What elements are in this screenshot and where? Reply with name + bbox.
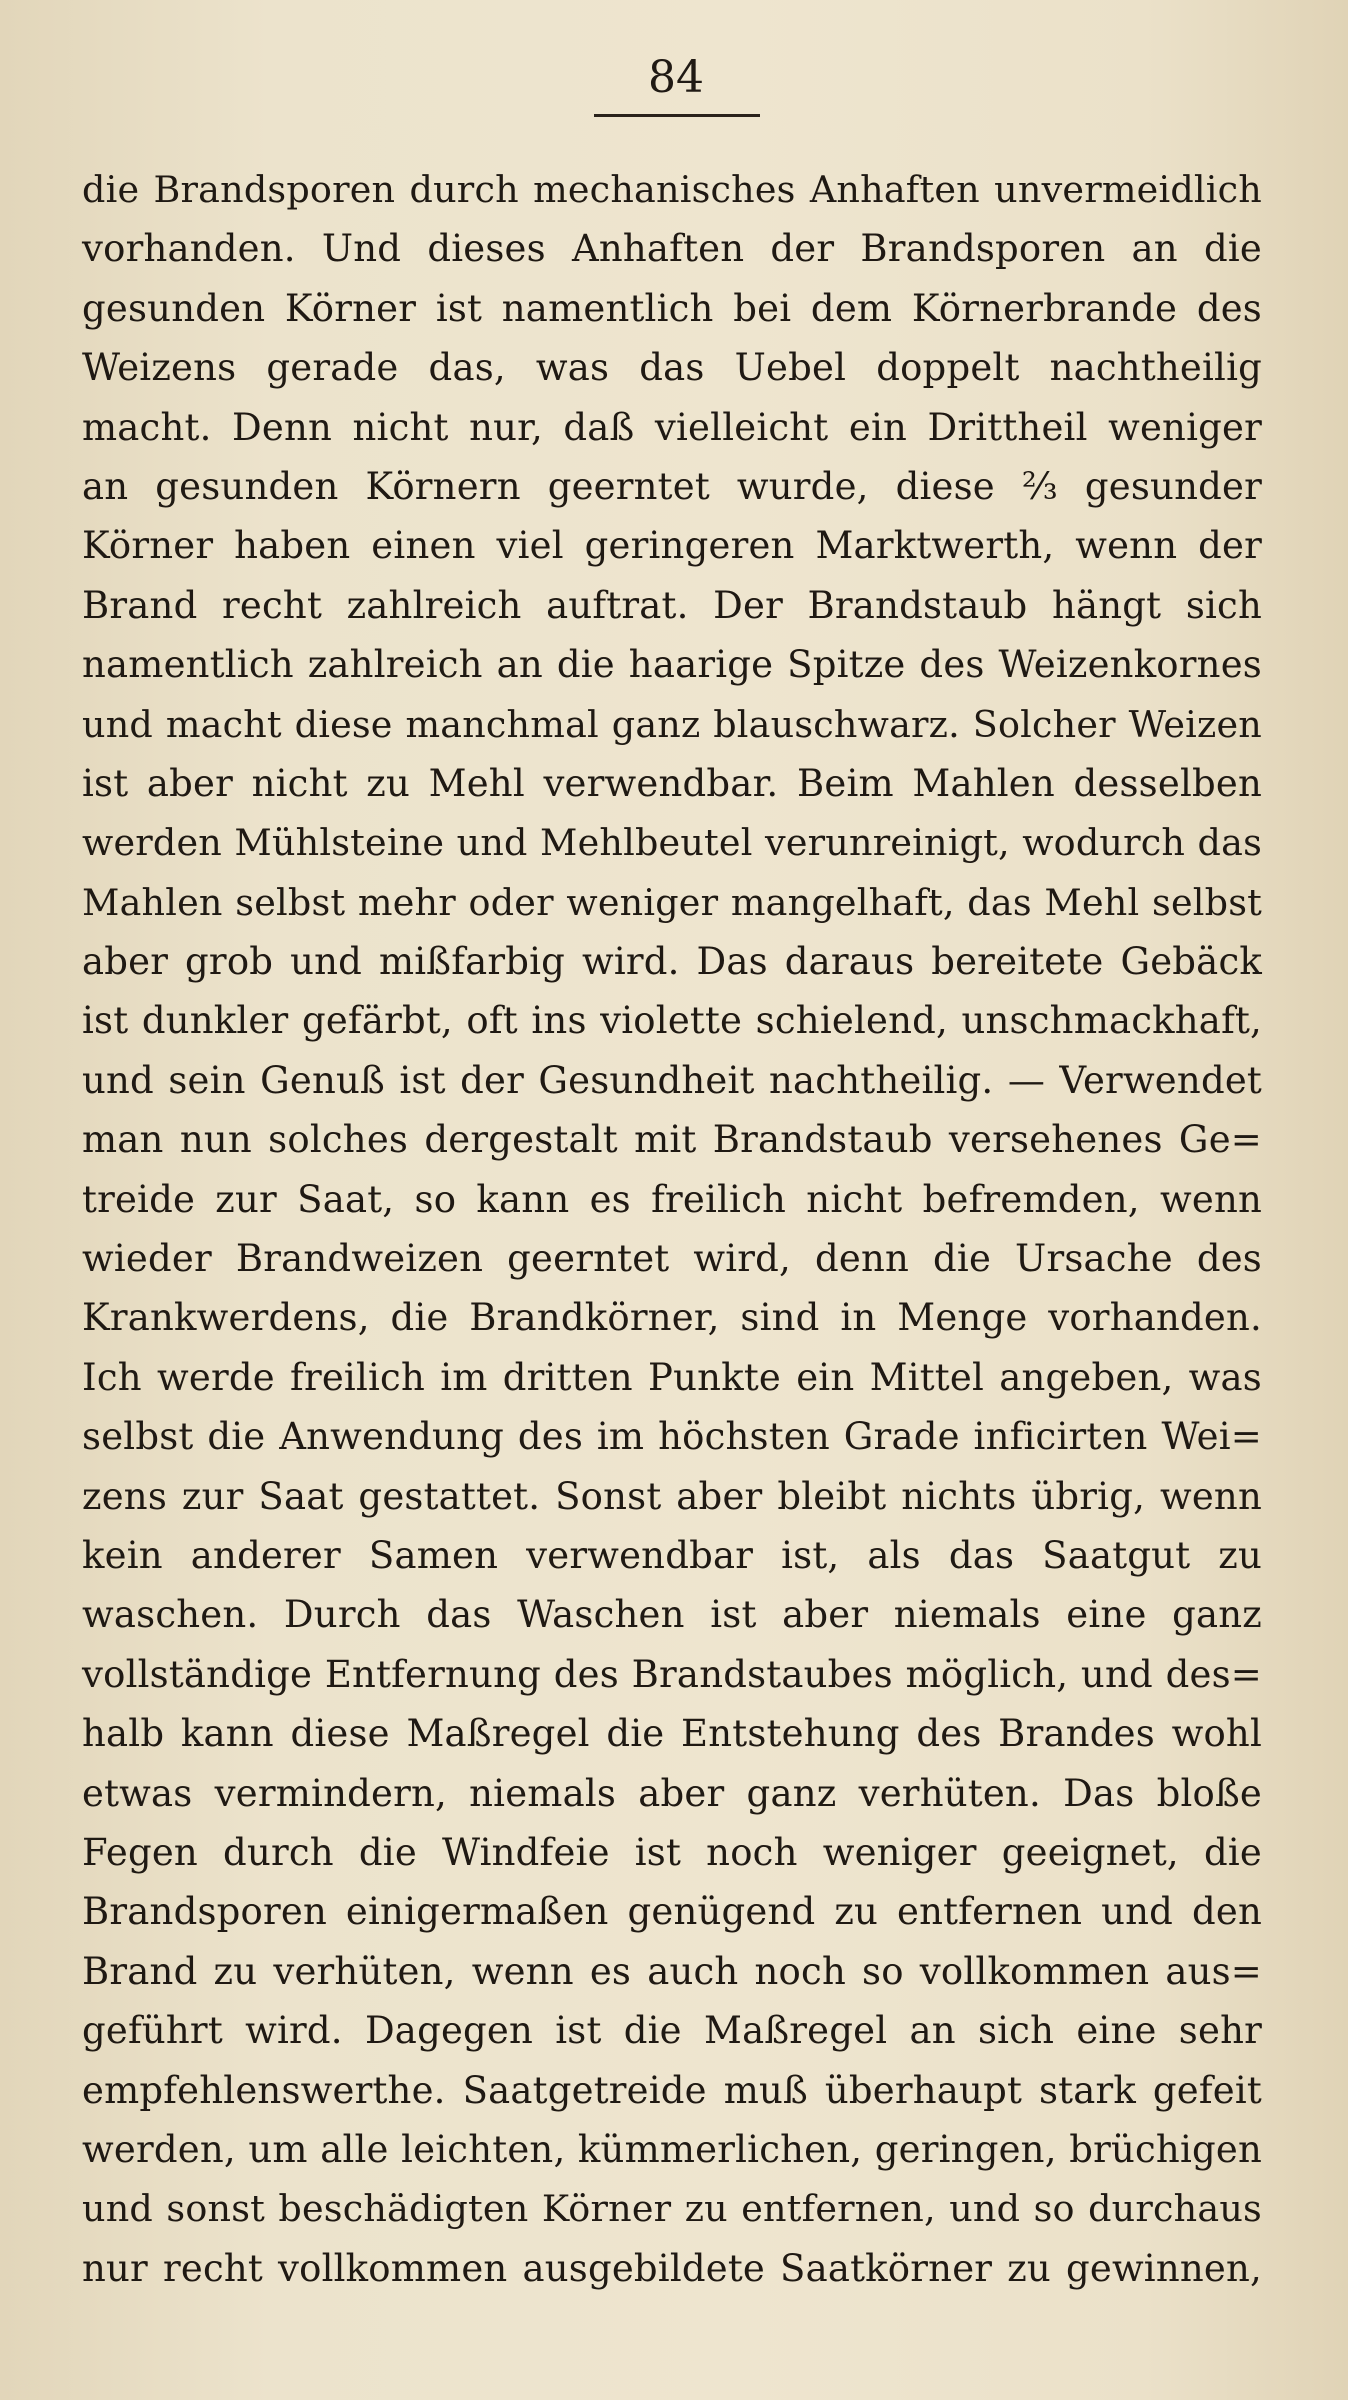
text-line: Weizens gerade das, was das Uebel doppelt nachtheilig xyxy=(82,346,1262,390)
text-line: und sonst beschädigten Körner zu entfernen, und so durchaus xyxy=(82,2187,1262,2231)
text-line: gesunden Körner ist namentlich bei dem Körnerbrande des xyxy=(82,286,1262,330)
text-line: namentlich zahlreich an die haarige Spitze des Weizenkornes xyxy=(82,643,1262,687)
text-line: Brandsporen einigermaßen genügend zu entfernen und den xyxy=(82,1890,1262,1934)
text-line: an gesunden Körnern geerntet wurde, diese ⅔ gesunder xyxy=(82,464,1262,508)
text-line: Ich werde freilich im dritten Punkte ein Mittel angeben, was xyxy=(82,1355,1262,1399)
text-line: vollständige Entfernung des Brandstaubes möglich, und des= xyxy=(82,1652,1262,1696)
text-line: waschen. Durch das Waschen ist aber niemals eine ganz xyxy=(82,1593,1262,1637)
text-line: vorhanden. Und dieses Anhaften der Brandsporen an die xyxy=(82,227,1262,271)
text-line: kein anderer Samen verwendbar ist, als das Saatgut zu xyxy=(82,1533,1262,1577)
text-line: wieder Brandweizen geerntet wird, denn die Ursache des xyxy=(82,1237,1262,1281)
text-line: werden, um alle leichten, kümmerlichen, geringen, brüchigen xyxy=(82,2127,1262,2171)
text-line: empfehlenswerthe. Saatgetreide muß überhaupt stark gefeit xyxy=(82,2068,1262,2112)
text-line: macht. Denn nicht nur, daß vielleicht ein Drittheil weniger xyxy=(82,405,1262,449)
header-rule xyxy=(594,114,760,117)
text-line: zens zur Saat gestattet. Sonst aber bleibt nichts übrig, wenn xyxy=(82,1474,1262,1518)
text-line: Krankwerdens, die Brandkörner, sind in Menge vorhanden. xyxy=(82,1296,1262,1340)
text-line: Brand recht zahlreich auftrat. Der Brandstaub hängt sich xyxy=(82,583,1262,627)
text-line: halb kann diese Maßregel die Entstehung des Brandes wohl xyxy=(82,1712,1262,1756)
text-line: Körner haben einen viel geringeren Marktwerth, wenn der xyxy=(82,524,1262,568)
text-line: etwas vermindern, niemals aber ganz verhüten. Das bloße xyxy=(82,1771,1262,1815)
text-line: geführt wird. Dagegen ist die Maßregel an sich eine sehr xyxy=(82,2009,1262,2053)
text-line: und macht diese manchmal ganz blauschwarz. Solcher Weizen xyxy=(82,702,1262,746)
text-line: ist dunkler gefärbt, oft ins violette schielend, unschmackhaft, xyxy=(82,999,1262,1043)
text-line: die Brandsporen durch mechanisches Anhaften unvermeidlich xyxy=(82,168,1262,211)
text-line: und sein Genuß ist der Gesundheit nachtheilig. — Verwendet xyxy=(82,1058,1262,1102)
text-line: nur recht vollkommen ausgebildete Saatkörner zu gewinnen, xyxy=(82,2246,1262,2290)
text-line: selbst die Anwendung des im höchsten Grade inficirten Wei= xyxy=(82,1415,1262,1459)
text-line: Mahlen selbst mehr oder weniger mangelhaft, das Mehl selbst xyxy=(82,880,1262,924)
text-line: treide zur Saat, so kann es freilich nicht befremden, wenn xyxy=(82,1177,1262,1221)
body-text xyxy=(82,160,1262,2298)
text-line: Brand zu verhüten, wenn es auch noch so vollkommen aus= xyxy=(82,1949,1262,1993)
page-number: 84 xyxy=(648,52,704,103)
text-line: aber grob und mißfarbig wird. Das daraus bereitete Gebäck xyxy=(82,940,1262,984)
text-line: man nun solches dergestalt mit Brandstaub versehenes Ge= xyxy=(82,1118,1262,1162)
text-line: ist aber nicht zu Mehl verwendbar. Beim Mahlen desselben xyxy=(82,761,1262,805)
text-line: werden Mühlsteine und Mehlbeutel verunreinigt, wodurch das xyxy=(82,821,1262,865)
text-line: Fegen durch die Windfeie ist noch weniger geeignet, die xyxy=(82,1830,1262,1874)
